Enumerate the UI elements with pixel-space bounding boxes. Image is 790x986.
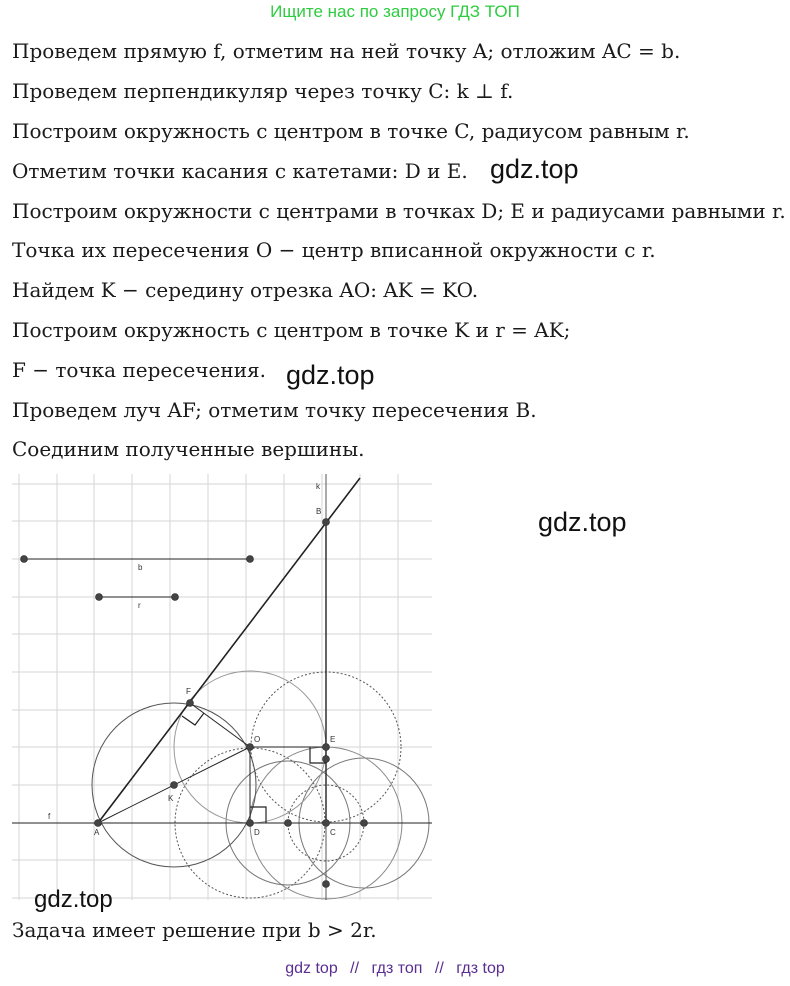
label-f-point: F [186, 687, 191, 696]
point-down [323, 881, 330, 888]
point-e [323, 744, 330, 751]
conclusion: Задача имеет решение при b > 2r. [12, 918, 377, 942]
point-o [247, 744, 254, 751]
construction-figure [12, 474, 432, 900]
footer-link-2[interactable]: гдз топ [371, 960, 423, 977]
point-k [171, 782, 178, 789]
point-a [95, 820, 102, 827]
label-o: O [254, 735, 261, 744]
label-r-segment: r [138, 601, 141, 610]
point-b-end2 [247, 556, 254, 563]
grid [12, 474, 432, 900]
point-r-end1 [96, 594, 103, 601]
footer-separator: // [434, 960, 444, 977]
point-r-end2 [172, 594, 179, 601]
ray-af [98, 478, 360, 823]
watermark: gdz.top [490, 154, 579, 184]
label-k-point: K [168, 794, 174, 803]
step-7: Найдем K − середину отрезка AO: AK = KO. [12, 278, 479, 302]
label-e: E [330, 735, 336, 744]
step-1: Проведем прямую f, отметим на ней точку A; отложим AC = b. [12, 39, 681, 63]
point-b-end1 [21, 556, 28, 563]
step-8: Построим окружность с центром в точке K и r = AK; [12, 318, 571, 342]
label-c: C [330, 828, 336, 837]
label-k: k [316, 482, 320, 491]
point-c [323, 820, 330, 827]
watermark: gdz.top [538, 507, 627, 537]
label-b-vertex: B [316, 507, 322, 516]
footer-link-1[interactable]: gdz top [285, 960, 338, 977]
label-b-segment: b [138, 563, 143, 572]
footer-separator: // [350, 960, 360, 977]
step-11: Соединим полученные вершины. [12, 437, 365, 461]
step-2: Проведем перпендикуляр через точку C: k ⊥ f. [12, 79, 514, 103]
watermark: gdz.top [286, 360, 375, 390]
label-d: D [254, 828, 260, 837]
footer-link-3[interactable]: гдз top [456, 960, 505, 977]
step-9: F − точка пересечения. [12, 358, 266, 382]
step-10: Проведем луч AF; отметим точку пересечения B. [12, 398, 537, 422]
top-banner: Ищите нас по запросу ГДЗ ТОП [270, 2, 520, 21]
right-angle-f [182, 713, 204, 725]
point-right [361, 820, 368, 827]
footer [0, 960, 790, 978]
step-5: Построим окружности с центрами в точках D; E и радиусами равными r. [12, 199, 786, 223]
point-f [187, 700, 194, 707]
point-b [323, 519, 330, 526]
step-3: Построим окружность с центром в точке C, радиусом равным r. [12, 119, 690, 143]
label-f-line: f [48, 812, 51, 821]
point-up [323, 756, 330, 763]
point-d [247, 820, 254, 827]
step-6: Точка их пересечения O − центр вписанной окружности с r. [12, 238, 656, 262]
label-a: A [94, 828, 100, 837]
point-mid [285, 820, 292, 827]
step-4: Отметим точки касания с катетами: D и E. [12, 159, 468, 183]
watermark: gdz.top [34, 886, 113, 913]
